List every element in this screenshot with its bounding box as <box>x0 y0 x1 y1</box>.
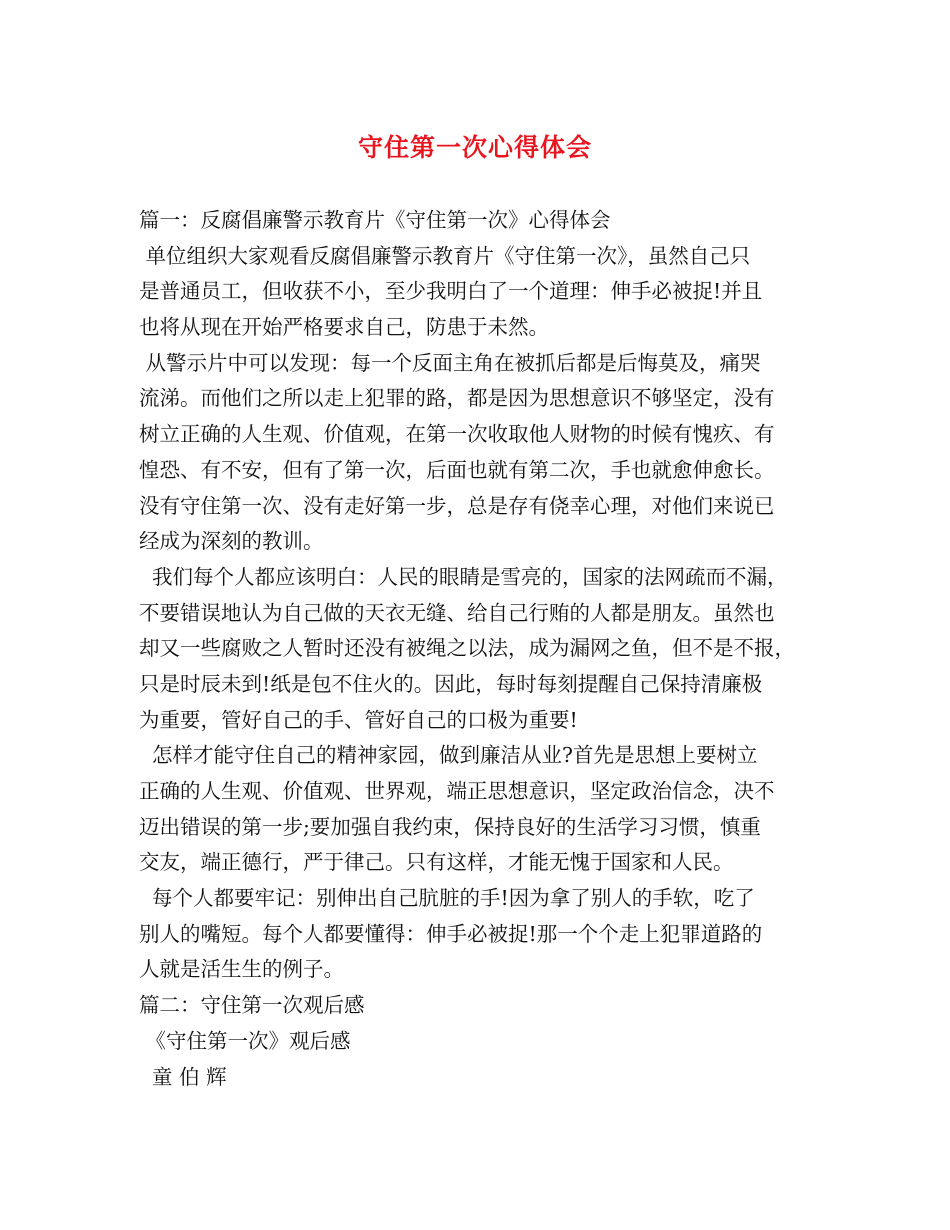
text-line: 怎样才能守住自己的精神家园，做到廉洁从业?首先是思想上要树立 <box>139 743 758 768</box>
text-line: 不要错误地认为自己做的天衣无缝、给自己行贿的人都是朋友。虽然也 <box>139 600 775 625</box>
text-line: 为重要，管好自己的手、管好自己的口极为重要! <box>139 707 578 732</box>
text-line: 别人的嘴短。每个人都要懂得：伸手必被捉!那一个个走上犯罪道路的 <box>139 921 763 946</box>
document-title: 守住第一次心得体会 <box>357 133 592 162</box>
text-line: 惶恐、有不安，但有了第一次，后面也就有第二次，手也就愈伸愈长。 <box>139 457 775 482</box>
text-line: 经成为深刻的教训。 <box>139 529 324 554</box>
text-line: 交友，端正德行，严于律己。只有这样，才能无愧于国家和人民。 <box>139 850 734 875</box>
text-line: 篇二：守住第一次观后感 <box>139 993 365 1018</box>
text-line: 正确的人生观、价值观、世界观，端正思想意识，坚定政治信念，决不 <box>139 779 775 803</box>
text-line: 每个人都要牢记：别伸出自己肮脏的手!因为拿了别人的手软，吃了 <box>139 886 755 911</box>
text-line: 没有守住第一次、没有走好第一步，总是存有侥幸心理，对他们来说已 <box>139 493 775 518</box>
text-line: 也将从现在开始严格要求自己，防患于未然。 <box>139 315 549 340</box>
text-line: 童 伯 辉 <box>139 1064 227 1089</box>
text-line: 流涕。而他们之所以走上犯罪的路，都是因为思想意识不够坚定，没有 <box>139 386 775 411</box>
text-line: 树立正确的人生观、价值观，在第一次收取他人财物的时候有愧疚、有 <box>139 422 775 447</box>
text-line: 篇一：反腐倡廉警示教育片《守住第一次》心得体会 <box>139 208 611 232</box>
text-line: 却又一些腐败之人暂时还没有被绳之以法，成为漏网之鱼，但不是不报， <box>139 636 795 661</box>
text-line: 单位组织大家观看反腐倡廉警示教育片《守住第一次》，虽然自己只 <box>139 243 751 268</box>
text-line: 从警示片中可以发现：每一个反面主角在被抓后都是后悔莫及，痛哭 <box>139 350 761 375</box>
text-line: 迈出错误的第一步;要加强自我约束，保持良好的生活学习习惯，慎重 <box>139 814 761 839</box>
document-body <box>139 203 819 1095</box>
text-line: 只是时辰未到!纸是包不住火的。因此，每时每刻提醒自己保持清廉极 <box>139 671 763 696</box>
text-line: 是普通员工，但收获不小，至少我明白了一个道理：伸手必被捉!并且 <box>139 279 763 304</box>
text-line: 人就是活生生的例子。 <box>139 957 344 982</box>
text-line: 《守住第一次》观后感 <box>139 1028 351 1053</box>
text-line: 我们每个人都应该明白：人民的眼睛是雪亮的，国家的法网疏而不漏， <box>139 564 788 589</box>
